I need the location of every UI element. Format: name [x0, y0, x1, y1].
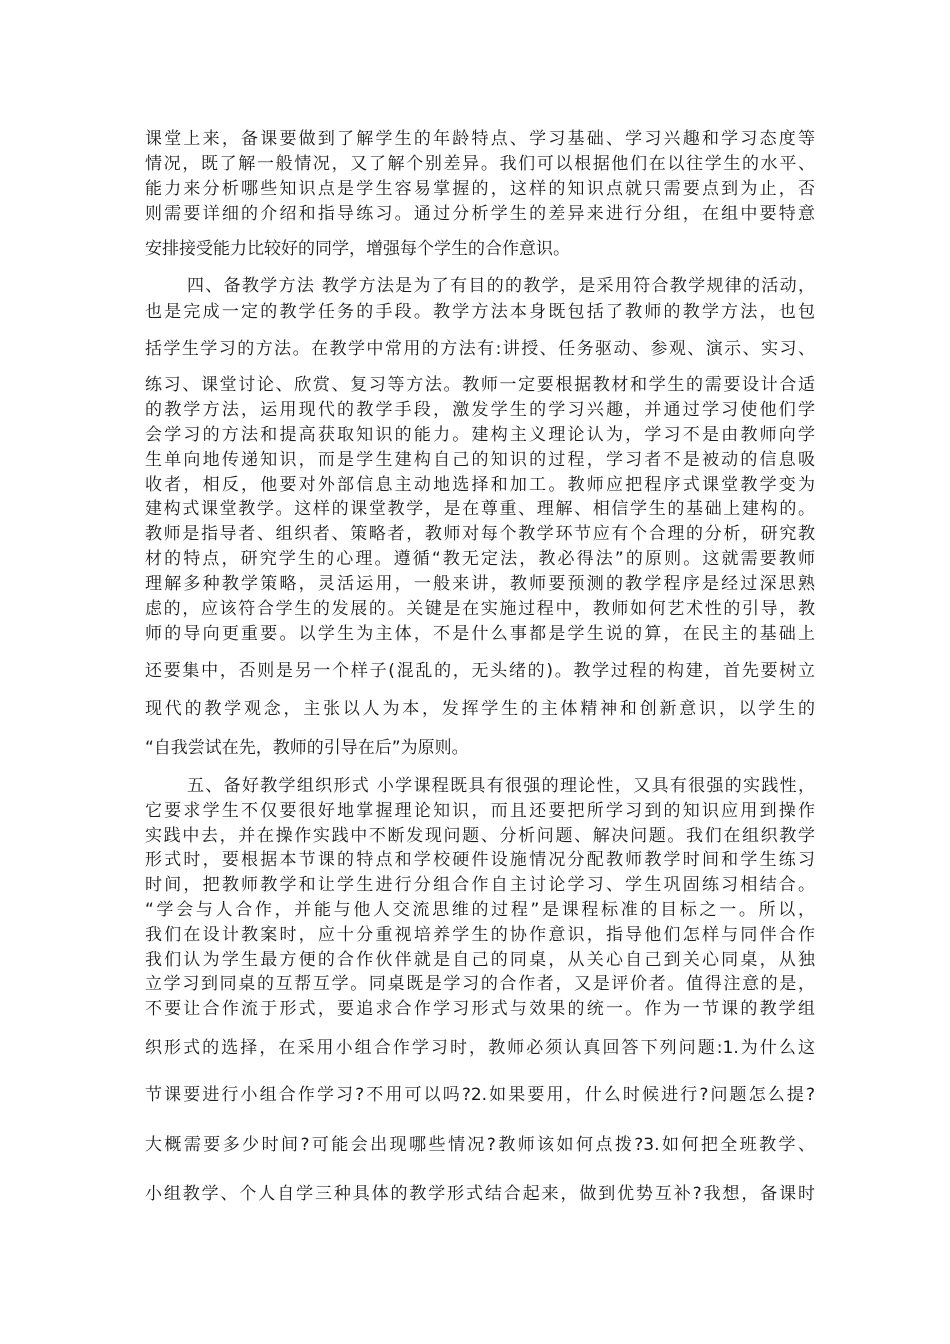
text-line: “学会与人合作，并能与他人交流思维的过程”是课程标准的目标之一。所以，	[145, 900, 815, 920]
text-line: 括学生学习的方法。在教学中常用的方法有:讲授、任务驱动、参观、演示、实习、	[145, 339, 815, 359]
text-line: 虑的，应该符合学生的发展的。关键是在实施过程中，教师如何艺术性的引导，教	[145, 599, 815, 619]
text-line: 材的特点，研究学生的心理。遵循“教无定法，教必得法”的原则。这就需要教师	[145, 549, 815, 569]
text-line: 不要让合作流于形式，要追求合作学习形式与效果的统一。作为一节课的教学组	[145, 999, 815, 1019]
text-line: 实践中去，并在操作实践中不断发现问题、分析问题、解决问题。我们在组织教学	[145, 826, 815, 846]
text-line: 练习、课堂讨论、欣赏、复习等方法。教师一定要根据教材和学生的需要设计合适	[145, 375, 815, 395]
text-line: 我们在设计教案时，应十分重视培养学生的协作意识，指导他们怎样与同伴合作	[145, 925, 815, 945]
text-line: 生单向地传递知识，而是学生建构自己的知识的过程，学习者不是被动的信息吸	[145, 450, 815, 470]
text-line: 也是完成一定的教学任务的手段。教学方法本身既包括了教师的教学方法，也包	[145, 302, 815, 322]
text-line: 小组教学、个人自学三种具体的教学形式结合起来，做到优势互补?我想，备课时	[145, 1184, 815, 1204]
text-line: “自我尝试在先，教师的引导在后”为原则。	[145, 738, 469, 758]
text-line: 则需要详细的介绍和指导练习。通过分析学生的差异来进行分组，在组中要特意	[145, 204, 815, 224]
text-line: 它要求学生不仅要很好地掌握理论知识，而且还要把所学习到的知识应用到操作	[145, 801, 815, 821]
text-line: 大概需要多少时间?可能会出现哪些情况?教师该如何点拨?3.如何把全班教学、	[145, 1135, 815, 1155]
text-line: 会学习的方法和提高获取知识的能力。建构主义理论认为，学习不是由教师向学	[145, 425, 815, 445]
section-heading-line: 五、备好教学组织形式 小学课程既具有很强的理论性，又具有很强的实践性，	[187, 776, 815, 796]
text-line: 建构式课堂教学。这样的课堂教学，是在尊重、理解、相信学生的基础上建构的。	[145, 499, 815, 519]
text-line: 形式时，要根据本节课的特点和学校硬件设施情况分配教师教学时间和学生练习	[145, 850, 815, 870]
text-line: 织形式的选择，在采用小组合作学习时，教师必须认真回答下列问题:1.为什么这	[145, 1038, 815, 1058]
text-line: 能力来分析哪些知识点是学生容易掌握的，这样的知识点就只需要点到为止，否	[145, 179, 815, 199]
text-line: 安排接受能力比较好的同学，增强每个学生的合作意识。	[145, 239, 570, 259]
text-line: 课堂上来，备课要做到了解学生的年龄特点、学习基础、学习兴趣和学习态度等	[145, 129, 815, 149]
text-line: 立学习到同桌的互帮互学。同桌既是学习的合作者，又是评价者。值得注意的是，	[145, 974, 815, 994]
text-line: 情况，既了解一般情况，又了解个别差异。我们可以根据他们在以往学生的水平、	[145, 154, 815, 174]
text-line: 现代的教学观念，主张以人为本，发挥学生的主体精神和创新意识，以学生的	[145, 699, 815, 719]
text-line: 师的导向更重要。以学生为主体，不是什么事都是学生说的算，在民主的基础上	[145, 624, 815, 644]
text-line: 的教学方法，运用现代的教学手段，激发学生的学习兴趣，并通过学习使他们学	[145, 400, 815, 420]
text-line: 我们认为学生最方便的合作伙伴就是自己的同桌，从关心自己到关心同桌，从独	[145, 950, 815, 970]
text-line: 时间，把教师教学和让学生进行分组合作自主讨论学习、学生巩固练习相结合。	[145, 875, 815, 895]
text-line: 理解多种教学策略，灵活运用，一般来讲，教师要预测的教学程序是经过深思熟	[145, 574, 815, 594]
text-line: 收者，相反，他要对外部信息主动地选择和加工。教师应把程序式课堂教学变为	[145, 475, 815, 495]
text-line: 节课要进行小组合作学习?不用可以吗?2.如果要用，什么时候进行?问题怎么提?	[145, 1085, 815, 1105]
text-line: 还要集中，否则是另一个样子(混乱的，无头绪的)。教学过程的构建，首先要树立	[145, 661, 815, 681]
text-line: 教师是指导者、组织者、策略者，教师对每个教学环节应有个合理的分析，研究教	[145, 524, 815, 544]
section-heading-line: 四、备教学方法 教学方法是为了有目的的教学，是采用符合教学规律的活动，	[187, 276, 815, 296]
